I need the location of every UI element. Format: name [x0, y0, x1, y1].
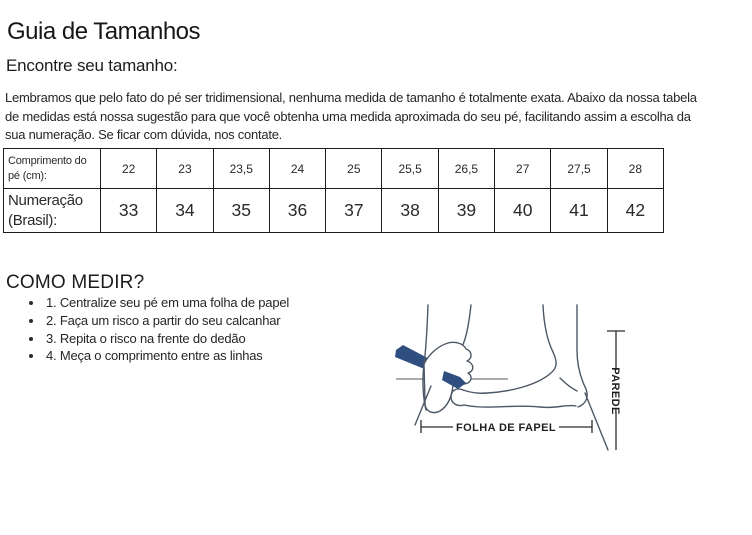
foot-length-cell: 26,5: [438, 149, 494, 189]
foot-length-cell: 25,5: [382, 149, 438, 189]
foot-length-cell: 24: [269, 149, 325, 189]
measuring-step: 1. Centralize seu pé em uma folha de papel: [29, 294, 289, 312]
measuring-step: 2. Faça um risco a partir do seu calcanhar: [29, 312, 289, 330]
foot-length-cell: 22: [101, 149, 157, 189]
intro-paragraph: Lembramos que pelo fato do pé ser tridimensional, nenhuma medida de tamanho é totalmente exata. Abaixo da nossa tabela de medidas está nossa sugestão para que você obtenha uma medida aproximada do seu pé, facilitando assim a escolha da sua numeração. Se ficar com dúvida, nos contate.: [5, 90, 697, 143]
brazil-size-cell: 38: [382, 189, 438, 233]
page-title: Guia de Tamanhos: [7, 18, 201, 46]
wall-label: PAREDE: [609, 367, 621, 415]
big-toe-outline: [451, 389, 464, 406]
brazil-size-cell: 37: [326, 189, 382, 233]
foot-length-cell: 23: [157, 149, 213, 189]
foot-length-cell: 28: [607, 149, 663, 189]
measuring-step: 4. Meça o comprimento entre as linhas: [29, 347, 289, 365]
how-to-measure-heading: COMO MEDIR?: [6, 271, 145, 293]
find-your-size-heading: Encontre seu tamanho:: [6, 56, 178, 76]
measuring-step: 3. Repita o risco na frente do dedão: [29, 330, 289, 348]
brazil-size-cell: 33: [101, 189, 157, 233]
brazil-size-cell: 36: [269, 189, 325, 233]
paper-right-edge: [585, 393, 608, 450]
heel-detail-line: [560, 378, 577, 391]
paper-label: FOLHA DE FAPEL: [456, 422, 556, 434]
measuring-steps-list: [29, 294, 289, 365]
arm-outline-right: [462, 305, 471, 347]
brazil-size-row: [4, 189, 664, 233]
brazil-size-label: Numeração (Brasil):: [4, 189, 101, 233]
foot-length-cell: 25: [326, 149, 382, 189]
foot-length-row: [4, 149, 664, 189]
brazil-size-cell: 42: [607, 189, 663, 233]
brazil-size-cell: 41: [551, 189, 607, 233]
foot-length-cell: 23,5: [213, 149, 269, 189]
foot-sole-outline: [464, 405, 576, 407]
brazil-size-cell: 35: [213, 189, 269, 233]
brazil-size-cell: 39: [438, 189, 494, 233]
leg-back-outline: [577, 305, 587, 407]
brazil-size-cell: 40: [495, 189, 551, 233]
foot-length-cell: 27: [495, 149, 551, 189]
brazil-size-cell: 34: [157, 189, 213, 233]
size-table: [3, 148, 664, 233]
foot-instep-outline: [463, 305, 556, 393]
foot-length-label: Comprimento do pé (cm):: [4, 149, 101, 189]
foot-measuring-illustration: [390, 295, 660, 495]
foot-length-cell: 27,5: [551, 149, 607, 189]
